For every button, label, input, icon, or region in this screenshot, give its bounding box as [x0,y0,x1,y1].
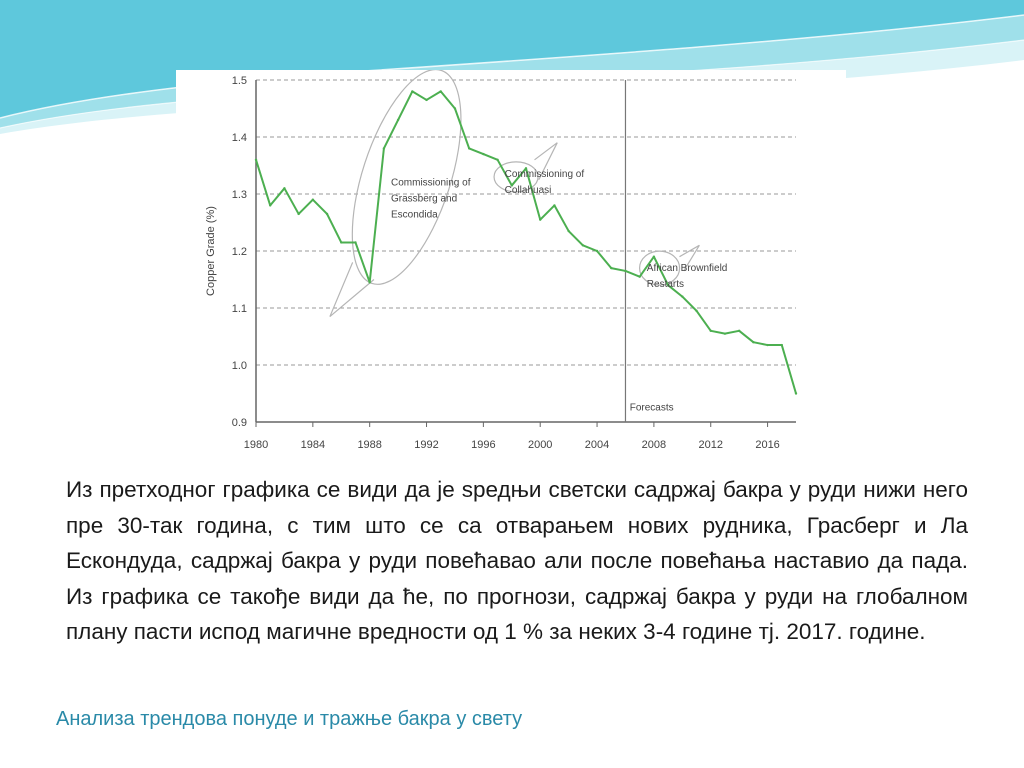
data-point-12 [425,99,427,101]
annotation-2-line-2: Escondida [391,209,438,221]
annotation-2-line-0: Commissioning of [391,177,471,189]
data-point-9 [383,147,385,149]
annotation-0 [505,169,585,196]
annotation-0-line-1: Collahuasi [504,184,552,196]
data-point-25 [610,267,612,269]
y-tick-label-0: 0.9 [231,417,247,429]
data-point-2 [283,187,285,189]
annotation-2 [391,177,471,220]
data-point-7 [354,241,356,243]
y-tick-label-1: 1.0 [231,360,247,372]
data-point-22 [567,230,569,232]
annotation-0-line-0: Commissioning of [504,168,585,180]
data-point-16 [482,153,484,155]
x-tick-label-1: 1984 [300,439,326,451]
data-point-15 [468,147,470,149]
y-tick-label-3: 1.2 [231,246,247,258]
data-point-24 [596,250,598,252]
x-tick-label-2: 1988 [357,439,382,451]
data-point-20 [539,218,541,220]
y-tick-label-6: 1.5 [231,75,247,87]
data-point-3 [297,213,299,215]
annotation-1-line-0: African Brownfield [646,262,728,274]
data-point-0 [255,159,257,161]
body-paragraph: Из претходног графика се види да је sредњи светски садржај бакра у руди нижи него пре 30-так година, с тим што се са отварањем нових рудника, Грасберг и Ла Ескондуда, садржај бакра у руди повећавао али после повећања наставио да пада. Из графика се такође види да ће, по прогнози, садржај бакра у руди на глобалном плану пасти испод магичне вредности од 1 % за неких 3-4 године тј. 2017. године. [66,477,968,644]
x-tick-label-9: 2016 [755,439,780,451]
data-point-37 [781,344,783,346]
x-tick-label-5: 2000 [527,439,553,451]
y-tick-label-4: 1.3 [231,189,247,201]
x-tick-label-8: 2012 [698,439,723,451]
x-tick-label-7: 2008 [641,439,667,451]
data-point-27 [638,275,640,277]
annotation-3-line-0: Forecasts [629,402,674,414]
data-point-13 [440,90,442,92]
data-point-36 [766,344,768,346]
chart-svg [176,70,846,460]
y-tick-label-2: 1.1 [231,303,247,315]
data-point-30 [681,295,683,297]
y-axis-label: Copper Grade (%) [205,206,217,296]
data-point-21 [553,204,555,206]
y-tick-label-5: 1.4 [231,132,247,144]
x-tick-label-6: 2004 [584,439,610,451]
annotation-3 [630,403,674,414]
data-point-5 [326,213,328,215]
x-tick-label-4: 1996 [471,439,496,451]
data-point-34 [738,330,740,332]
copper-grade-chart [176,70,846,460]
footer-title: Анализа трендова понуде и тражње бакра у свету [56,708,523,730]
data-point-8 [368,281,370,283]
data-point-1 [269,204,271,206]
data-point-35 [752,341,754,343]
annotation-2-line-1: Grassberg and [391,193,458,205]
data-point-10 [397,119,399,121]
x-tick-label-3: 1992 [414,439,439,451]
data-point-31 [695,310,697,312]
data-point-33 [724,332,726,334]
data-point-32 [710,330,712,332]
data-point-14 [454,107,456,109]
data-point-11 [411,90,413,92]
data-point-23 [582,244,584,246]
annotation-1-line-1: Restarts [646,278,685,290]
data-point-26 [624,270,626,272]
data-point-6 [340,241,342,243]
x-tick-label-0: 1980 [243,439,269,451]
data-point-38 [795,392,797,394]
annotation-1 [647,263,728,290]
data-point-17 [496,159,498,161]
data-point-4 [312,199,314,201]
data-point-28 [653,256,655,258]
